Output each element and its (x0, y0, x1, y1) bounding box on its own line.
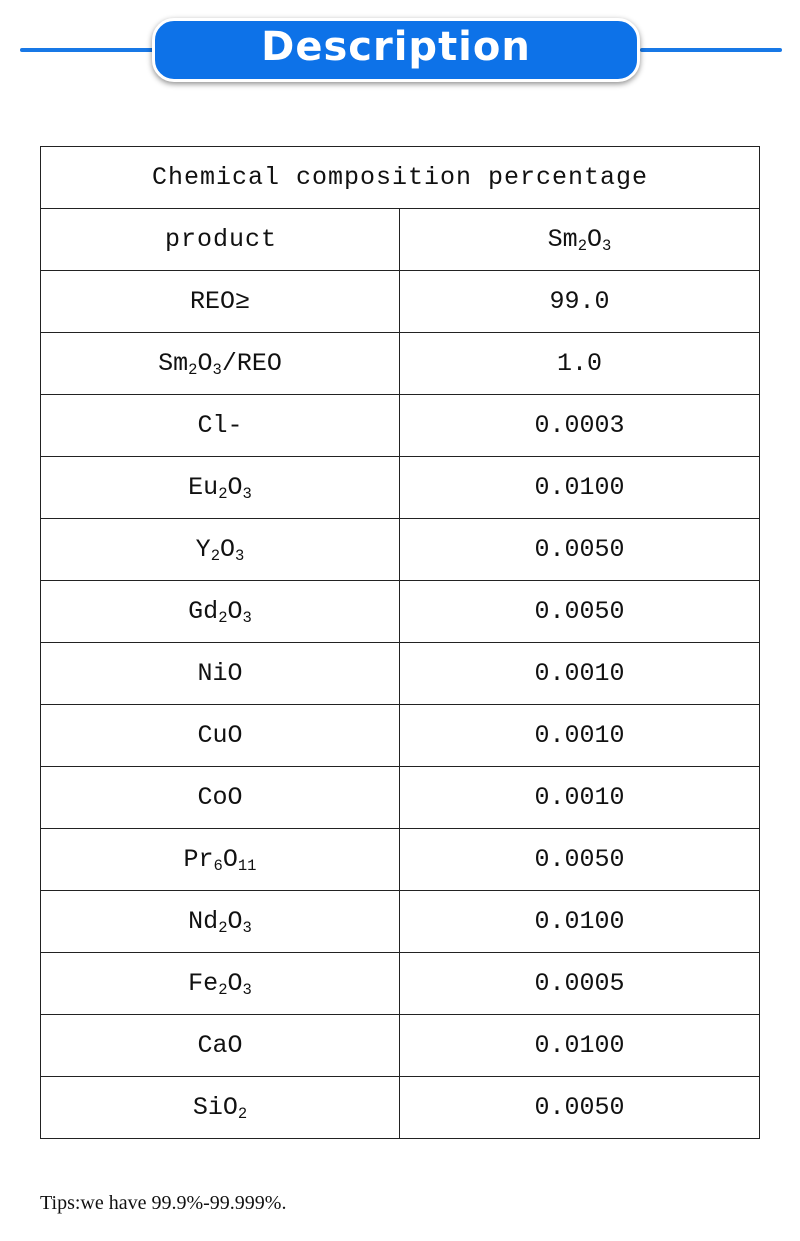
compound-name-part: Sm (158, 349, 189, 378)
compound-name-cell (41, 457, 400, 519)
compound-subscript: 3 (242, 484, 252, 503)
table-row (41, 829, 760, 891)
table-title-row (41, 147, 760, 209)
compound-name-part: O (197, 349, 213, 378)
column-header-subscript: 3 (602, 236, 612, 255)
compound-name-part: Cl- (197, 411, 243, 440)
compound-name-part: O (222, 845, 238, 874)
compound-subscript: 2 (188, 360, 198, 379)
compound-name-cell (41, 643, 400, 705)
compound-name-cell (41, 581, 400, 643)
compound-name-cell (41, 767, 400, 829)
compound-value-cell: 0.0100 (400, 457, 760, 519)
compound-value-cell: 0.0050 (400, 581, 760, 643)
table-row (41, 271, 760, 333)
compound-value-cell: 0.0010 (400, 705, 760, 767)
table-row (41, 1077, 760, 1139)
table-row (41, 643, 760, 705)
table-row (41, 1015, 760, 1077)
compound-name-cell (41, 271, 400, 333)
column-header-product: product (41, 209, 400, 271)
compound-subscript: 2 (218, 484, 228, 503)
tips-text: Tips:we have 99.9%-99.999%. (40, 1192, 287, 1214)
compound-name-cell (41, 519, 400, 581)
compound-subscript: 2 (218, 918, 228, 937)
compound-subscript: 3 (242, 918, 252, 937)
compound-value-cell: 1.0 (400, 333, 760, 395)
composition-table (40, 146, 760, 1139)
compound-name-part: Gd (188, 597, 219, 626)
compound-value-cell: 0.0010 (400, 767, 760, 829)
compound-name-part: O (227, 473, 243, 502)
column-header-part: O (587, 225, 603, 254)
table-row (41, 891, 760, 953)
compound-value-cell: 0.0050 (400, 829, 760, 891)
compound-value-cell: 99.0 (400, 271, 760, 333)
compound-name-cell (41, 705, 400, 767)
compound-subscript: 3 (235, 546, 245, 565)
compound-name-part: SiO (192, 1093, 238, 1122)
compound-value-cell: 0.0005 (400, 953, 760, 1015)
compound-name-cell (41, 953, 400, 1015)
compound-subscript: 2 (218, 980, 228, 999)
compound-name-part: Y (195, 535, 211, 564)
compound-name-cell (41, 333, 400, 395)
compound-value-cell: 0.0100 (400, 1015, 760, 1077)
table-row (41, 519, 760, 581)
compound-name-cell (41, 829, 400, 891)
compound-subscript: 11 (237, 856, 257, 875)
page-title: Description (261, 24, 531, 70)
header-line-right (640, 48, 782, 52)
column-header-compound (400, 209, 760, 271)
compound-subscript: 2 (210, 546, 220, 565)
compound-subscript: 3 (242, 608, 252, 627)
compound-name-part: Nd (188, 907, 219, 936)
compound-name-part: Fe (188, 969, 219, 998)
compound-name-part: /REO (221, 349, 282, 378)
compound-name-part: O (227, 907, 243, 936)
compound-name-part: O (227, 597, 243, 626)
table-row (41, 395, 760, 457)
column-header-subscript: 2 (577, 236, 587, 255)
compound-subscript: 2 (237, 1104, 248, 1123)
column-header-part: Sm (547, 225, 578, 254)
compound-subscript: 3 (242, 980, 252, 999)
compound-name-part: O (227, 969, 243, 998)
compound-name-part: NiO (197, 659, 243, 688)
table-row (41, 457, 760, 519)
compound-subscript: 3 (212, 360, 222, 379)
compound-name-part: CaO (197, 1031, 243, 1060)
compound-subscript: 6 (213, 856, 223, 875)
compound-name-part: O (220, 535, 236, 564)
table-header-row (41, 209, 760, 271)
compound-value-cell: 0.0003 (400, 395, 760, 457)
compound-value-cell: 0.0050 (400, 1077, 760, 1139)
compound-name-cell (41, 1015, 400, 1077)
header-line-left (20, 48, 160, 52)
compound-value-cell: 0.0100 (400, 891, 760, 953)
table-row (41, 705, 760, 767)
table-row (41, 953, 760, 1015)
table-row (41, 581, 760, 643)
compound-subscript: 2 (218, 608, 228, 627)
table-row (41, 333, 760, 395)
table-title: Chemical composition percentage (41, 147, 760, 209)
compound-value-cell: 0.0010 (400, 643, 760, 705)
table-row (41, 767, 760, 829)
compound-value-cell: 0.0050 (400, 519, 760, 581)
compound-name-part: Eu (188, 473, 219, 502)
compound-name-cell (41, 891, 400, 953)
compound-name-part: CoO (197, 783, 243, 812)
compound-name-part: REO≥ (189, 287, 250, 316)
header-banner (152, 18, 640, 82)
compound-name-cell (41, 395, 400, 457)
compound-name-part: CuO (197, 721, 243, 750)
compound-name-part: Pr (183, 845, 214, 874)
compound-name-cell (41, 1077, 400, 1139)
